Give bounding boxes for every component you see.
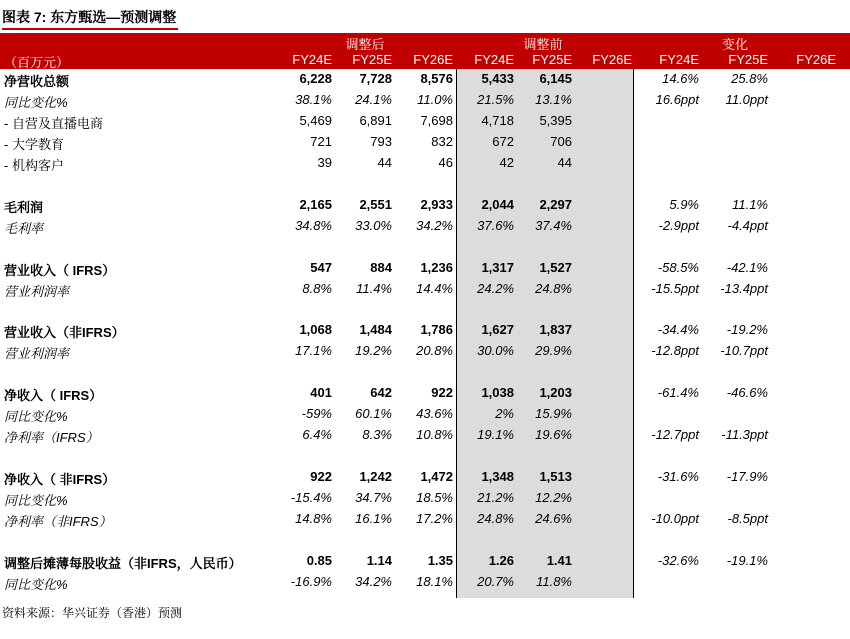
table-cell: -16.9% <box>290 573 332 589</box>
table-row <box>0 509 850 530</box>
table-row <box>0 467 850 488</box>
table-cell: 44 <box>557 155 572 170</box>
table-cell: 1,786 <box>420 322 453 338</box>
table-cell: 17.2% <box>416 510 453 526</box>
table-cell: -10.7ppt <box>720 343 768 359</box>
table-cell: 1,527 <box>539 259 572 275</box>
table-cell: 24.8% <box>535 280 572 296</box>
table-cell: 1.35 <box>427 552 453 568</box>
table-cell: -15.4% <box>290 489 332 505</box>
table-cell: 11.4% <box>356 280 392 296</box>
table-cell: 11.0% <box>417 92 453 107</box>
table-cell: 20.8% <box>416 343 453 359</box>
group-header-before-adjustment: 调整前 <box>523 37 563 52</box>
table-cell: 34.2% <box>355 573 392 589</box>
table-cell: 0.85 <box>306 552 332 568</box>
table-row <box>0 341 850 362</box>
table-cell: 44 <box>377 155 392 170</box>
table-cell: 16.6ppt <box>655 92 699 107</box>
table-cell: -46.6% <box>726 385 768 401</box>
table-cell: 11.1% <box>732 196 768 212</box>
table-cell: 672 <box>492 134 514 149</box>
table-cell: 43.6% <box>416 406 453 422</box>
table-cell: -31.6% <box>657 468 699 484</box>
spacer-row <box>0 530 850 551</box>
table-cell: -19.1% <box>726 552 768 568</box>
table-cell: 1,068 <box>299 322 332 338</box>
table-cell: 24.1% <box>355 92 392 107</box>
table-cell: 7,698 <box>420 113 453 128</box>
table-cell: 6,228 <box>299 71 332 86</box>
table-row <box>0 404 850 425</box>
table-cell: 21.5% <box>477 92 514 107</box>
table-cell: 46 <box>438 155 453 170</box>
row-label: 同比变化% <box>4 95 68 110</box>
table-row <box>0 90 850 111</box>
table-row <box>0 320 850 341</box>
table-row <box>0 216 850 237</box>
group-header-adjusted: 调整后 <box>345 37 385 52</box>
table-cell: 1.14 <box>366 552 392 568</box>
table-cell: -17.9% <box>726 468 768 484</box>
spacer-row <box>0 362 850 383</box>
table-row <box>0 572 850 593</box>
table-cell: 401 <box>310 385 332 401</box>
row-label: 毛利率 <box>4 220 44 236</box>
table-cell: 12.2% <box>535 489 572 505</box>
year-header-cell: FY26E <box>592 52 632 67</box>
table-row <box>0 258 850 279</box>
unit-label: （百万元） <box>4 55 70 70</box>
table-cell: 6.4% <box>302 427 332 443</box>
forecast-table <box>0 33 850 593</box>
year-header-cell: FY25E <box>352 52 392 67</box>
table-cell: -4.4ppt <box>727 217 768 233</box>
table-cell: 5,433 <box>481 71 514 86</box>
table-cell: 15.9% <box>535 406 572 422</box>
table-cell: 1,472 <box>420 468 453 484</box>
table-cell: 1.26 <box>488 552 514 568</box>
year-header-cell: FY24E <box>292 52 332 67</box>
table-cell: 37.4% <box>535 217 572 233</box>
table-cell: 832 <box>431 134 453 149</box>
table-cell: 33.0% <box>355 217 392 233</box>
group-header-change: 变化 <box>721 37 748 52</box>
table-cell: 2,933 <box>420 196 453 212</box>
row-label: 营业利润率 <box>4 283 70 299</box>
table-cell: 6,891 <box>359 113 392 128</box>
spacer-row <box>0 237 850 258</box>
table-cell: 8.8% <box>302 280 332 296</box>
table-cell: -34.4% <box>657 322 699 338</box>
year-header-cell: FY25E <box>728 52 768 67</box>
table-row <box>0 153 850 174</box>
row-label: 净利率（IFRS） <box>4 430 99 446</box>
table-cell: -15.5ppt <box>651 280 699 296</box>
table-cell: -58.5% <box>657 259 699 275</box>
table-cell: 8.3% <box>362 427 392 443</box>
table-cell: -19.2% <box>726 322 768 338</box>
table-cell: 20.7% <box>477 573 514 589</box>
table-cell: 922 <box>310 468 332 484</box>
table-cell: -61.4% <box>657 385 699 401</box>
table-cell: 1,348 <box>481 468 514 484</box>
row-label: 同比变化% <box>4 409 68 425</box>
table-cell: 21.2% <box>477 489 514 505</box>
row-label: 营业收入（ IFRS） <box>4 262 116 278</box>
row-label: 净营收总额 <box>4 74 70 89</box>
year-header-cell: FY24E <box>659 52 699 67</box>
row-label: - 机构客户 <box>4 158 64 173</box>
table-cell: 13.1% <box>535 92 572 107</box>
row-label: 净利率（非IFRS） <box>4 513 112 529</box>
table-cell: 38.1% <box>295 92 332 107</box>
table-cell: 922 <box>431 385 453 401</box>
table-cell: 39 <box>317 155 332 170</box>
table-cell: 7,728 <box>359 71 392 86</box>
table-row <box>0 383 850 404</box>
table-cell: 29.9% <box>535 343 572 359</box>
table-row <box>0 195 850 216</box>
year-header-cell: FY24E <box>474 52 514 67</box>
table-cell: 721 <box>310 134 332 149</box>
table-cell: 10.8% <box>416 427 453 443</box>
table-cell: 2% <box>495 406 514 422</box>
table-cell: 1,242 <box>359 468 392 484</box>
table-cell: -10.0ppt <box>651 510 699 526</box>
table-cell: -11.3ppt <box>721 427 768 443</box>
source-note: 资料来源：华兴证券（香港）预测 <box>2 606 183 620</box>
table-header <box>0 33 850 69</box>
table-cell: 14.8% <box>295 510 332 526</box>
table-cell: 1.41 <box>546 552 572 568</box>
table-cell: 5,395 <box>539 113 572 128</box>
table-cell: 706 <box>550 134 572 149</box>
table-cell: 1,203 <box>539 385 572 401</box>
row-label: 调整后摊薄每股收益（非IFRS，人民币） <box>4 555 242 571</box>
table-cell: 5.9% <box>669 196 699 212</box>
year-header-cell: FY26E <box>796 52 836 67</box>
table-row <box>0 488 850 509</box>
table-title: 图表 7: 东方甄选—预测调整 <box>2 6 178 30</box>
row-label: - 大学教育 <box>4 137 64 152</box>
table-cell: 5,469 <box>299 113 332 128</box>
table-cell: 19.2% <box>355 343 392 359</box>
table-body <box>0 69 850 593</box>
table-cell: -12.7ppt <box>651 427 699 443</box>
spacer-row <box>0 446 850 467</box>
row-label: 同比变化% <box>4 492 68 508</box>
table-cell: 19.6% <box>535 427 572 443</box>
table-cell: -2.9ppt <box>658 217 699 233</box>
table-cell: 4,718 <box>481 113 514 128</box>
table-cell: 1,317 <box>481 259 514 275</box>
table-cell: 6,145 <box>539 71 572 86</box>
table-cell: 642 <box>370 385 392 401</box>
row-label: 同比变化% <box>4 576 68 592</box>
row-label: - 自营及直播电商 <box>4 116 103 131</box>
table-cell: 17.1% <box>295 343 332 359</box>
table-cell: 1,513 <box>539 468 572 484</box>
row-label: 净收入（ 非IFRS） <box>4 471 116 487</box>
row-label: 营业利润率 <box>4 346 70 362</box>
table-cell: 42 <box>499 155 514 170</box>
table-cell: 884 <box>370 259 392 275</box>
table-cell: 37.6% <box>477 217 514 233</box>
table-cell: 11.0ppt <box>725 92 768 107</box>
table-cell: 1,236 <box>420 259 453 275</box>
table-cell: 2,551 <box>359 196 392 212</box>
row-label: 毛利润 <box>4 199 44 215</box>
row-label: 净收入（ IFRS） <box>4 388 103 404</box>
table-cell: 793 <box>370 134 392 149</box>
table-cell: 547 <box>310 259 332 275</box>
table-cell: 16.1% <box>355 510 392 526</box>
table-cell: -42.1% <box>726 259 768 275</box>
table-cell: 2,165 <box>299 196 332 212</box>
table-cell: 24.8% <box>477 510 514 526</box>
year-header-cell: FY25E <box>532 52 572 67</box>
table-cell: 60.1% <box>355 406 392 422</box>
table-row <box>0 279 850 300</box>
table-row <box>0 132 850 153</box>
table-cell: -59% <box>301 406 332 422</box>
table-cell: -32.6% <box>657 552 699 568</box>
table-cell: 1,627 <box>481 322 514 338</box>
table-cell: 2,044 <box>481 196 514 212</box>
table-cell: -13.4ppt <box>720 280 768 296</box>
table-cell: 1,837 <box>539 322 572 338</box>
table-cell: 18.5% <box>416 489 453 505</box>
table-row <box>0 551 850 572</box>
table-row <box>0 111 850 132</box>
table-cell: 24.6% <box>535 510 572 526</box>
table-row <box>0 69 850 90</box>
table-cell: -8.5ppt <box>727 510 768 526</box>
table-cell: 1,484 <box>359 322 392 338</box>
table-cell: 14.6% <box>662 71 699 86</box>
year-header-cell: FY26E <box>413 52 453 67</box>
table-cell: 8,576 <box>420 71 453 86</box>
table-cell: 1,038 <box>481 385 514 401</box>
table-cell: 34.2% <box>416 217 453 233</box>
table-cell: 18.1% <box>416 573 453 589</box>
row-label: 营业收入（非IFRS） <box>4 325 125 341</box>
spacer-row <box>0 300 850 321</box>
table-cell: 2,297 <box>539 196 572 212</box>
table-cell: -12.8ppt <box>651 343 699 359</box>
table-cell: 25.8% <box>731 71 768 86</box>
table-row <box>0 425 850 446</box>
table-cell: 30.0% <box>477 343 514 359</box>
table-cell: 19.1% <box>477 427 514 443</box>
spacer-row <box>0 174 850 195</box>
table-cell: 34.7% <box>355 489 392 505</box>
table-cell: 24.2% <box>477 280 514 296</box>
table-cell: 11.8% <box>536 573 572 589</box>
table-cell: 14.4% <box>416 280 453 296</box>
table-cell: 34.8% <box>295 217 332 233</box>
